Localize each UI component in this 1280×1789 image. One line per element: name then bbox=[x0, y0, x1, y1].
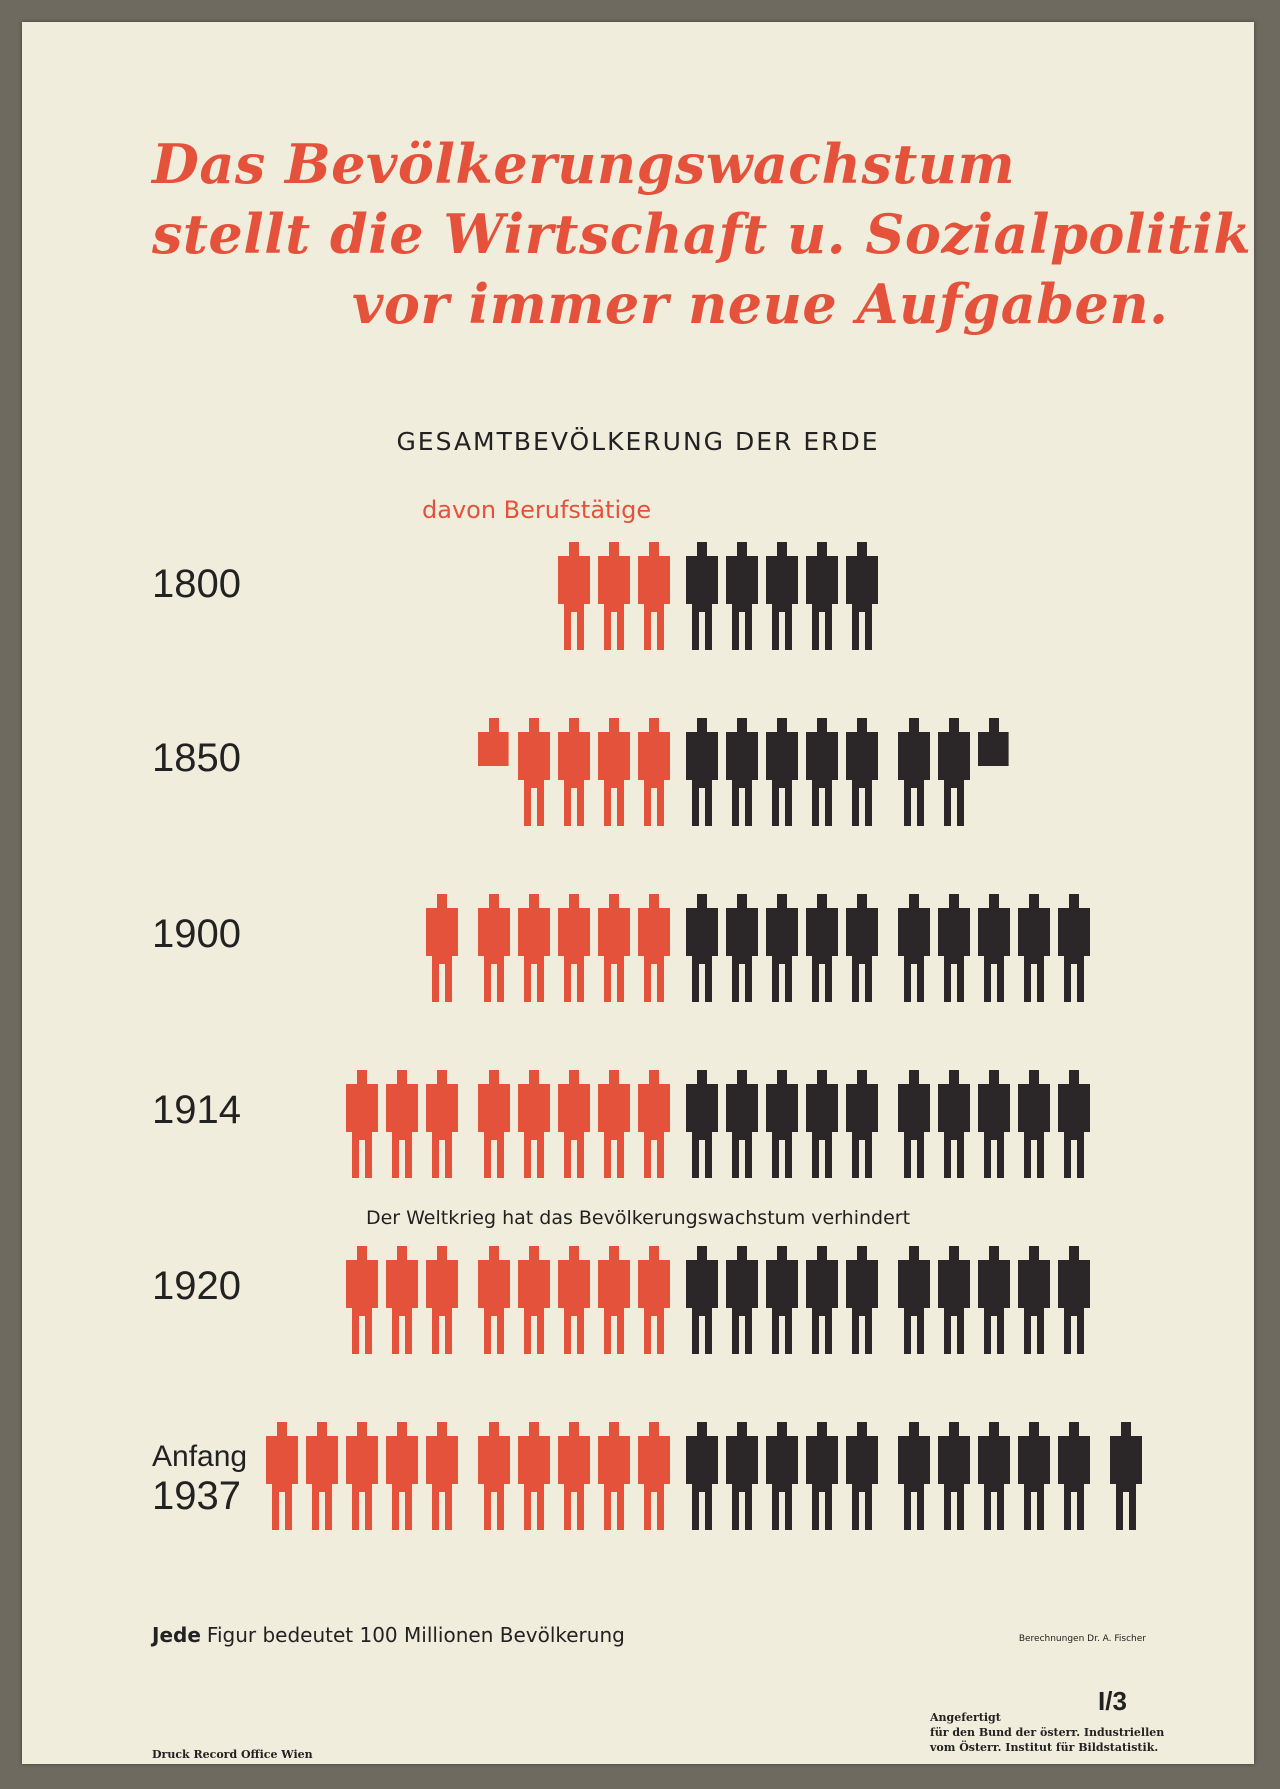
figure-population-Anfang-1937-5 bbox=[846, 1422, 878, 1530]
figure-worker-1920-6 bbox=[426, 1246, 458, 1354]
printer: Druck Record Office Wien bbox=[152, 1748, 313, 1761]
figure-population-1914-9 bbox=[1018, 1070, 1050, 1178]
figure-partial-worker-1850 bbox=[478, 732, 509, 766]
figure-population-1850-1 bbox=[686, 718, 718, 826]
figure-worker-1920-5 bbox=[478, 1246, 510, 1354]
figure-population-1920-3 bbox=[766, 1246, 798, 1354]
figure-partial-head-worker-1850 bbox=[489, 718, 499, 733]
figure-population-1800-2 bbox=[726, 542, 758, 650]
figure-worker-Anfang-1937-9 bbox=[306, 1422, 338, 1530]
figure-population-Anfang-1937-1 bbox=[686, 1422, 718, 1530]
figure-population-1920-2 bbox=[726, 1246, 758, 1354]
figure-worker-1920-2 bbox=[598, 1246, 630, 1354]
sheet-number: I/3 bbox=[1098, 1686, 1127, 1716]
figure-population-Anfang-1937-11 bbox=[1110, 1422, 1142, 1530]
figure-population-1914-5 bbox=[846, 1070, 878, 1178]
figure-population-1920-10 bbox=[1058, 1246, 1090, 1354]
figure-partial-population-1850 bbox=[978, 732, 1009, 766]
figure-worker-Anfang-1937-4 bbox=[518, 1422, 550, 1530]
figure-population-1920-8 bbox=[978, 1246, 1010, 1354]
figure-population-1914-8 bbox=[978, 1070, 1010, 1178]
figure-population-Anfang-1937-10 bbox=[1058, 1422, 1090, 1530]
figure-population-Anfang-1937-9 bbox=[1018, 1422, 1050, 1530]
figure-population-1900-5 bbox=[846, 894, 878, 1002]
figure-worker-1900-4 bbox=[518, 894, 550, 1002]
figure-worker-1914-6 bbox=[426, 1070, 458, 1178]
figure-worker-1850-4 bbox=[518, 718, 550, 826]
figure-worker-1914-3 bbox=[558, 1070, 590, 1178]
figure-population-1850-5 bbox=[846, 718, 878, 826]
figure-population-Anfang-1937-2 bbox=[726, 1422, 758, 1530]
figure-population-1920-6 bbox=[898, 1246, 930, 1354]
title-line-1: Das Bevölkerungswachstum bbox=[152, 132, 1016, 196]
figure-population-1900-10 bbox=[1058, 894, 1090, 1002]
figure-worker-1914-7 bbox=[386, 1070, 418, 1178]
year-label-1937-prefix: Anfang bbox=[152, 1440, 248, 1473]
figure-population-1914-6 bbox=[898, 1070, 930, 1178]
figure-worker-1914-8 bbox=[346, 1070, 378, 1178]
figure-population-1850-3 bbox=[766, 718, 798, 826]
figure-population-1900-1 bbox=[686, 894, 718, 1002]
figure-worker-1920-3 bbox=[558, 1246, 590, 1354]
figure-population-1900-4 bbox=[806, 894, 838, 1002]
figure-worker-1914-1 bbox=[638, 1070, 670, 1178]
figure-population-1800-4 bbox=[806, 542, 838, 650]
year-label-1800: 1800 bbox=[152, 562, 241, 606]
figure-worker-1914-5 bbox=[478, 1070, 510, 1178]
figure-worker-Anfang-1937-3 bbox=[558, 1422, 590, 1530]
year-label-1900: 1900 bbox=[152, 912, 241, 956]
figure-population-1920-9 bbox=[1018, 1246, 1050, 1354]
figure-population-Anfang-1937-4 bbox=[806, 1422, 838, 1530]
figure-worker-1800-2 bbox=[598, 542, 630, 650]
prepared-line-1: Angefertigt bbox=[930, 1711, 1001, 1724]
figure-worker-1914-4 bbox=[518, 1070, 550, 1178]
figure-population-1914-2 bbox=[726, 1070, 758, 1178]
figure-population-Anfang-1937-3 bbox=[766, 1422, 798, 1530]
figure-worker-1920-1 bbox=[638, 1246, 670, 1354]
figure-population-1850-4 bbox=[806, 718, 838, 826]
year-label-1850: 1850 bbox=[152, 736, 241, 780]
prepared-line-2: für den Bund der österr. Industriellen bbox=[930, 1726, 1165, 1739]
figure-worker-Anfang-1937-7 bbox=[386, 1422, 418, 1530]
figure-population-Anfang-1937-6 bbox=[898, 1422, 930, 1530]
figure-population-Anfang-1937-7 bbox=[938, 1422, 970, 1530]
figure-population-1800-5 bbox=[846, 542, 878, 650]
figure-worker-Anfang-1937-8 bbox=[346, 1422, 378, 1530]
prepared-line-3: vom Österr. Institut für Bildstatistik. bbox=[930, 1741, 1159, 1754]
figure-population-1900-7 bbox=[938, 894, 970, 1002]
figure-population-1914-7 bbox=[938, 1070, 970, 1178]
figure-population-1920-1 bbox=[686, 1246, 718, 1354]
figure-worker-Anfang-1937-2 bbox=[598, 1422, 630, 1530]
figure-population-1850-6 bbox=[898, 718, 930, 826]
figure-population-1920-5 bbox=[846, 1246, 878, 1354]
year-label-1937: 1937 bbox=[152, 1474, 241, 1518]
figure-population-1920-4 bbox=[806, 1246, 838, 1354]
chart-title: GESAMTBEVÖLKERUNG DER ERDE bbox=[396, 427, 880, 456]
figure-population-1900-2 bbox=[726, 894, 758, 1002]
figure-worker-1900-2 bbox=[598, 894, 630, 1002]
title-line-2: stellt die Wirtschaft u. Sozialpolitik bbox=[152, 202, 1252, 266]
figure-population-1920-7 bbox=[938, 1246, 970, 1354]
figure-worker-1920-7 bbox=[386, 1246, 418, 1354]
figure-worker-Anfang-1937-1 bbox=[638, 1422, 670, 1530]
figure-worker-1850-3 bbox=[558, 718, 590, 826]
figure-worker-Anfang-1937-6 bbox=[426, 1422, 458, 1530]
figure-worker-1800-3 bbox=[558, 542, 590, 650]
figure-population-1900-9 bbox=[1018, 894, 1050, 1002]
figure-population-1900-6 bbox=[898, 894, 930, 1002]
figure-population-1900-8 bbox=[978, 894, 1010, 1002]
figure-worker-1800-1 bbox=[638, 542, 670, 650]
war-annotation: Der Weltkrieg hat das Bevölkerungswachstum verhindert bbox=[365, 1207, 911, 1229]
legend-bold: Jede bbox=[152, 1623, 201, 1647]
series-label-workers: davon Berufstätige bbox=[422, 496, 652, 524]
title-line-3: vor immer neue Aufgaben. bbox=[352, 272, 1169, 336]
credit: Berechnungen Dr. A. Fischer bbox=[1018, 1634, 1146, 1644]
figure-worker-1900-6 bbox=[426, 894, 458, 1002]
figure-worker-1900-1 bbox=[638, 894, 670, 1002]
year-label-1920: 1920 bbox=[152, 1264, 241, 1308]
figure-population-1914-3 bbox=[766, 1070, 798, 1178]
legend-text: Figur bedeutet 100 Millionen Bevölkerung bbox=[206, 1623, 625, 1647]
figure-population-1900-3 bbox=[766, 894, 798, 1002]
figure-partial-head-population-1850 bbox=[989, 718, 999, 733]
figure-population-Anfang-1937-8 bbox=[978, 1422, 1010, 1530]
figure-worker-1920-8 bbox=[346, 1246, 378, 1354]
figure-worker-Anfang-1937-10 bbox=[266, 1422, 298, 1530]
figure-worker-1850-1 bbox=[638, 718, 670, 826]
figure-population-1850-2 bbox=[726, 718, 758, 826]
figure-population-1800-1 bbox=[686, 542, 718, 650]
figure-population-1850-7 bbox=[938, 718, 970, 826]
year-label-1914: 1914 bbox=[152, 1088, 241, 1132]
figure-worker-1900-3 bbox=[558, 894, 590, 1002]
figure-population-1800-3 bbox=[766, 542, 798, 650]
figure-worker-1920-4 bbox=[518, 1246, 550, 1354]
figure-worker-Anfang-1937-5 bbox=[478, 1422, 510, 1530]
figure-worker-1914-2 bbox=[598, 1070, 630, 1178]
figure-population-1914-4 bbox=[806, 1070, 838, 1178]
isotype-chart bbox=[22, 22, 1254, 1764]
figure-population-1914-10 bbox=[1058, 1070, 1090, 1178]
figure-population-1914-1 bbox=[686, 1070, 718, 1178]
poster-sheet bbox=[22, 22, 1254, 1764]
figure-worker-1900-5 bbox=[478, 894, 510, 1002]
figure-worker-1850-2 bbox=[598, 718, 630, 826]
